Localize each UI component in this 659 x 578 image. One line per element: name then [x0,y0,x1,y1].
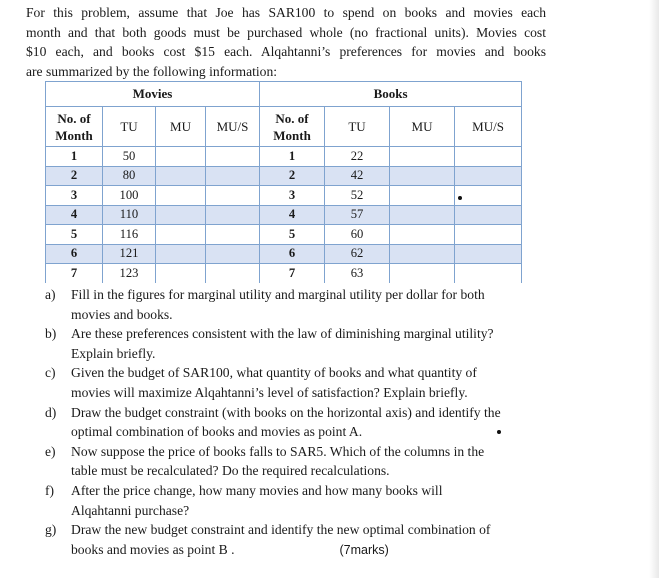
books-tu-cell: 52 [325,186,390,206]
question-line: Fill in the figures for marginal utility and marginal utility per dollar for both [71,287,485,302]
movies-tu-cell: 50 [103,147,156,167]
movies-tu-cell: 100 [103,186,156,206]
page-edge-shadow [649,0,659,578]
month-label: Month [55,127,93,143]
question-item [45,442,545,481]
books-mus-cell[interactable] [455,225,522,245]
movies-tu-cell: 80 [103,166,156,186]
movies-quantity: 6 [46,244,103,264]
books-mu-cell[interactable] [390,205,455,225]
table-row [46,244,522,264]
movies-mus-header: MU/S [206,107,260,147]
question-label: f) [45,482,55,498]
marks-label: (7marks) [339,542,389,557]
books-tu-cell: 57 [325,205,390,225]
books-no-month-header [260,107,325,147]
month-label: Month [273,127,311,143]
question-item [45,520,545,560]
books-mu-cell[interactable] [390,264,455,283]
problem-intro [26,3,546,81]
question-item [45,324,545,363]
movies-tu-cell: 116 [103,225,156,245]
question-line: Draw the new budget constraint and identify the new optimal combination of [71,522,491,538]
movies-quantity: 7 [46,264,103,283]
movies-mus-cell[interactable] [206,264,260,283]
movies-mu-cell[interactable] [156,205,206,225]
movies-mus-cell[interactable] [206,186,260,206]
question-item [45,403,545,442]
question-line: Now suppose the price of books falls to SAR5. Which of the columns in the [71,443,485,459]
books-tu-cell: 62 [325,244,390,264]
movies-tu-cell: 121 [103,244,156,264]
utility-table-container [45,81,521,283]
movies-mus-cell[interactable] [206,147,260,167]
books-tu-cell: 42 [325,166,390,186]
question-label: a) [45,287,56,302]
question-item [45,481,545,520]
books-mus-cell[interactable] [455,186,522,206]
books-quantity: 4 [260,205,325,225]
movies-quantity: 1 [46,147,103,167]
books-quantity: 1 [260,147,325,167]
question-line: optimal combination of books and movies as point A. [71,424,363,440]
stray-dot-mark [458,196,462,200]
movies-tu-cell: 110 [103,205,156,225]
movies-no-month-header [46,107,103,147]
movies-mu-cell[interactable] [156,147,206,167]
books-mu-header: MU [390,107,455,147]
table-row [46,205,522,225]
books-quantity: 2 [260,166,325,186]
question-line: movies will maximize Alqahtanni’s level of satisfaction? Explain briefly. [71,384,468,400]
movies-tu-header: TU [103,107,156,147]
table-row [46,186,522,206]
books-quantity: 6 [260,244,325,264]
movies-quantity: 5 [46,225,103,245]
movies-mus-cell[interactable] [206,225,260,245]
movies-mu-cell[interactable] [156,186,206,206]
movies-mu-cell[interactable] [156,244,206,264]
intro-line: month and that both goods must be purchased whole (no fractional units). Movies cost [26,24,546,40]
movies-group-header: Movies [46,82,260,107]
movies-quantity: 2 [46,166,103,186]
question-line: Are these preferences consistent with the law of diminishing marginal utility? [71,326,494,342]
books-mus-cell[interactable] [455,244,522,264]
movies-mus-cell[interactable] [206,166,260,186]
question-label: c) [45,365,56,381]
question-list [45,285,545,560]
no-of-label: No. of [275,110,309,126]
intro-line: $10 each, and books cost $15 each. Alqahtanni’s preferences for movies and books [26,44,546,60]
books-mus-cell[interactable] [455,264,522,283]
books-mu-cell[interactable] [390,225,455,245]
movies-mu-header: MU [156,107,206,147]
books-mu-cell[interactable] [390,147,455,167]
question-label: g) [45,522,57,538]
intro-line: are summarized by the following information: [26,63,278,79]
movies-quantity: 3 [46,186,103,206]
books-quantity: 3 [260,186,325,206]
intro-line: For this problem, assume that Joe has SAR100 to spend on books and movies each [26,5,546,20]
books-quantity: 7 [260,264,325,283]
column-header-row [46,107,522,147]
books-mu-cell[interactable] [390,186,455,206]
question-line: Alqahtanni purchase? [71,502,190,518]
movies-mu-cell[interactable] [156,225,206,245]
table-row [46,264,522,283]
books-tu-cell: 22 [325,147,390,167]
utility-table [45,81,522,283]
question-label: e) [45,443,56,459]
table-row [46,225,522,245]
books-mus-header: MU/S [455,107,522,147]
question-line [71,540,545,561]
question-line: table must be recalculated? Do the required recalculations. [71,463,390,479]
books-group-header: Books [260,82,522,107]
books-quantity: 5 [260,225,325,245]
books-mu-cell[interactable] [390,244,455,264]
books-tu-cell: 63 [325,264,390,283]
question-line: Given the budget of SAR100, what quantity of books and what quantity of [71,365,477,381]
books-tu-header: TU [325,107,390,147]
books-mus-cell[interactable] [455,147,522,167]
group-header-row [46,82,522,107]
question-item [45,285,545,324]
question-line: After the price change, how many movies and how many books will [71,482,443,498]
movies-mus-cell[interactable] [206,244,260,264]
books-mu-cell[interactable] [390,166,455,186]
books-mus-cell[interactable] [455,166,522,186]
question-line: Explain briefly. [71,345,156,361]
question-label: d) [45,404,57,420]
books-tu-cell: 60 [325,225,390,245]
movies-mu-cell[interactable] [156,264,206,283]
no-of-label: No. of [57,110,91,126]
question-line-text: books and movies as point B . [71,541,235,557]
question-line: Draw the budget constraint (with books on the horizontal axis) and identify the [71,404,501,420]
question-item [45,363,545,402]
question-label: b) [45,326,57,342]
movies-quantity: 4 [46,205,103,225]
movies-tu-cell: 123 [103,264,156,283]
table-row [46,166,522,186]
table-row [46,147,522,167]
books-mus-cell[interactable] [455,205,522,225]
movies-mus-cell[interactable] [206,205,260,225]
question-line: movies and books. [71,306,173,322]
movies-mu-cell[interactable] [156,166,206,186]
